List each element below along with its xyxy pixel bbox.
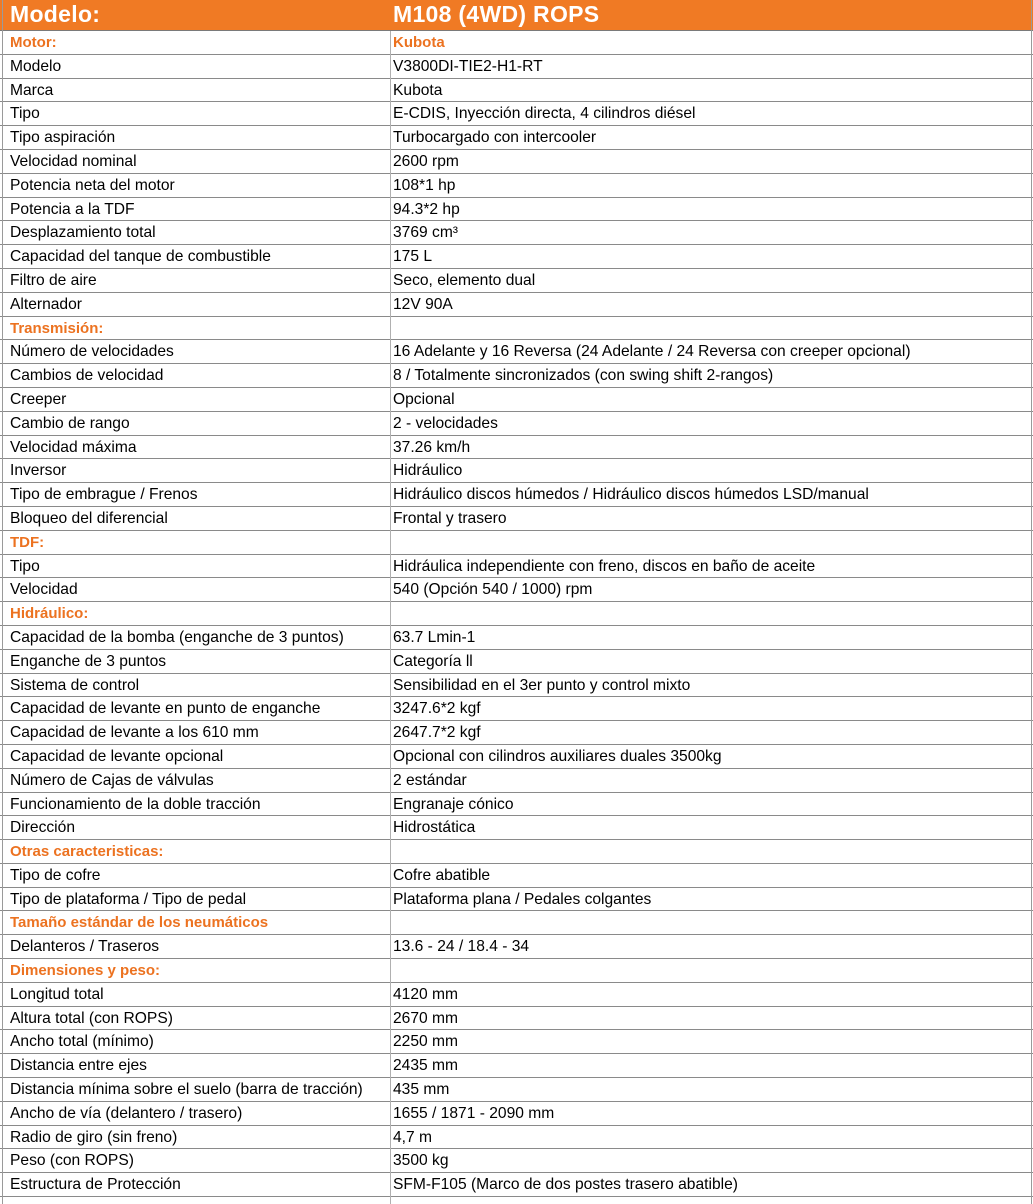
spec-row [0,174,1033,198]
spec-row [0,1054,1033,1078]
spec-row [0,1030,1033,1054]
spec-row [0,578,1033,602]
section-title: Otras caracteristicas: [10,843,164,861]
spec-value: 1655 / 1871 - 2090 mm [393,1104,555,1122]
spec-row [0,364,1033,388]
spec-value: 435 mm [393,1081,450,1099]
spec-row [0,150,1033,174]
spec-value: 3769 cm³ [393,224,459,242]
spec-value: 37.26 km/h [393,438,471,456]
spec-label: Ancho de vía (delantero / trasero) [10,1104,243,1122]
spec-row [0,269,1033,293]
spec-row [0,888,1033,912]
spec-label: Dirección [10,819,75,837]
spec-row [0,555,1033,579]
section-header-row [0,531,1033,555]
spec-label: Tipo aspiración [10,129,116,147]
spec-label: Cambios de velocidad [10,367,164,385]
section-header-row [0,602,1033,626]
spec-row [0,198,1033,222]
spec-row [0,745,1033,769]
column-divider [390,31,391,1204]
spec-value: Hidráulico [393,462,463,480]
spec-label: Longitud total [10,985,104,1003]
spec-value: Hidráulica independiente con freno, discos en baño de aceite [393,557,816,575]
spec-value: 3500 kg [393,1152,449,1170]
spec-label: Velocidad nominal [10,152,137,170]
spec-row [0,126,1033,150]
spec-table [0,31,1033,1197]
spec-value: Seco, elemento dual [393,271,536,289]
spec-row [0,1007,1033,1031]
spec-row [0,935,1033,959]
section-title: Hidráulico: [10,605,89,623]
spec-row [0,1102,1033,1126]
spec-value: 63.7 Lmin-1 [393,628,476,646]
spec-label: Funcionamiento de la doble tracción [10,795,261,813]
spec-label: Distancia mínima sobre el suelo (barra de tracción) [10,1081,363,1099]
spec-label: Velocidad [10,581,78,599]
spec-value: Hidrostática [393,819,476,837]
spec-row [0,507,1033,531]
right-border [1031,0,1032,1204]
section-header-row [0,911,1033,935]
spec-label: Cambio de rango [10,414,130,432]
spec-row [0,459,1033,483]
spec-row [0,983,1033,1007]
spec-value: 2 estándar [393,771,467,789]
section-title: Motor: [10,34,57,51]
spec-value: Kubota [393,81,443,99]
spec-value: 4120 mm [393,985,459,1003]
spec-label: Capacidad de levante opcional [10,747,224,765]
spec-value: 94.3*2 hp [393,200,460,218]
spec-label: Peso (con ROPS) [10,1152,134,1170]
spec-value: SFM-F105 (Marco de dos postes trasero abatible) [393,1176,738,1194]
spec-row [0,1126,1033,1150]
spec-label: Potencia neta del motor [10,176,175,194]
spec-value: 2435 mm [393,1057,459,1075]
spec-label: Ancho total (mínimo) [10,1033,154,1051]
spec-value: Opcional [393,390,455,408]
spec-value: Sensibilidad en el 3er punto y control mixto [393,676,691,694]
spec-label: Capacidad de la bomba (enganche de 3 puntos) [10,628,344,646]
spec-row [0,626,1033,650]
spec-row [0,816,1033,840]
spec-value: Engranaje cónico [393,795,514,813]
spec-label: Distancia entre ejes [10,1057,147,1075]
spec-value: Turbocargado con intercooler [393,129,597,147]
section-header-row [0,317,1033,341]
spec-row [0,483,1033,507]
spec-row [0,412,1033,436]
spec-row [0,793,1033,817]
spec-label: Velocidad máxima [10,438,137,456]
spec-label: Potencia a la TDF [10,200,135,218]
spec-label: Alternador [10,295,82,313]
spec-label: Desplazamiento total [10,224,156,242]
spec-value: 108*1 hp [393,176,456,194]
spec-value: 13.6 - 24 / 18.4 - 34 [393,938,530,956]
left-border [2,0,3,1204]
spec-row [0,102,1033,126]
spec-label: Número de Cajas de válvulas [10,771,214,789]
spec-label: Tipo de plataforma / Tipo de pedal [10,890,247,908]
spec-value: Categoría ll [393,652,473,670]
section-value: Kubota [393,34,445,51]
header-model: M108 (4WD) ROPS [393,1,600,27]
spec-label: Marca [10,81,54,99]
spec-value: Plataforma plana / Pedales colgantes [393,890,652,908]
spec-label: Sistema de control [10,676,140,694]
spec-value: 3247.6*2 kgf [393,700,481,718]
section-header-row [0,840,1033,864]
spec-label: Delanteros / Traseros [10,938,160,956]
spec-row [0,1078,1033,1102]
section-title: TDF: [10,533,45,551]
spec-label: Radio de giro (sin freno) [10,1128,178,1146]
spec-row [0,721,1033,745]
spec-row [0,436,1033,460]
spec-label: Capacidad de levante a los 610 mm [10,724,259,742]
spec-value: 2250 mm [393,1033,459,1051]
spec-label: Bloqueo del diferencial [10,509,168,527]
spec-label: Creeper [10,390,67,408]
spec-row [0,79,1033,103]
spec-row [0,697,1033,721]
spec-value: 2647.7*2 kgf [393,724,481,742]
spec-row [0,221,1033,245]
spec-label: Capacidad del tanque de combustible [10,248,271,266]
spec-value: 540 (Opción 540 / 1000) rpm [393,581,593,599]
spec-value: 2600 rpm [393,152,459,170]
spec-label: Tipo de cofre [10,866,101,884]
spec-row [0,674,1033,698]
section-header-row [0,31,1033,55]
spec-value: Frontal y trasero [393,509,507,527]
spec-value: 2 - velocidades [393,414,498,432]
section-title: Transmisión: [10,319,104,337]
spec-label: Número de velocidades [10,343,174,361]
spec-value: 4,7 m [393,1128,432,1146]
spec-label: Capacidad de levante en punto de enganche [10,700,321,718]
spec-row [0,245,1033,269]
spec-row [0,388,1033,412]
spec-label: Inversor [10,462,67,480]
spec-row [0,769,1033,793]
header-label: Modelo: [10,1,101,27]
spec-label: Tipo de embrague / Frenos [10,486,198,504]
spec-row [0,1173,1033,1197]
spec-value: Opcional con cilindros auxiliares duales 3500kg [393,747,722,765]
spec-label: Estructura de Protección [10,1176,181,1194]
spec-value: 12V 90A [393,295,453,313]
spec-row [0,1149,1033,1173]
header-bar [0,0,1033,31]
spec-row [0,55,1033,79]
spec-value: 8 / Totalmente sincronizados (con swing shift 2-rangos) [393,367,774,385]
spec-row [0,340,1033,364]
spec-label: Tipo [10,557,40,575]
spec-value: V3800DI-TIE2-H1-RT [393,57,543,75]
spec-label: Modelo [10,57,62,75]
spec-value: 175 L [393,248,433,266]
spec-row [0,864,1033,888]
spec-value: E-CDIS, Inyección directa, 4 cilindros diésel [393,105,696,123]
spec-label: Altura total (con ROPS) [10,1009,173,1027]
spec-value: 16 Adelante y 16 Reversa (24 Adelante / 24 Reversa con creeper opcional) [393,343,911,361]
section-title: Tamaño estándar de los neumáticos [10,914,269,932]
section-title: Dimensiones y peso: [10,962,161,980]
spec-label: Enganche de 3 puntos [10,652,167,670]
spec-value: 2670 mm [393,1009,459,1027]
spec-label: Tipo [10,105,40,123]
spec-value: Cofre abatible [393,866,491,884]
spec-row [0,293,1033,317]
section-header-row [0,959,1033,983]
spec-value: Hidráulico discos húmedos / Hidráulico discos húmedos LSD/manual [393,486,869,504]
spec-row [0,650,1033,674]
spec-label: Filtro de aire [10,271,97,289]
